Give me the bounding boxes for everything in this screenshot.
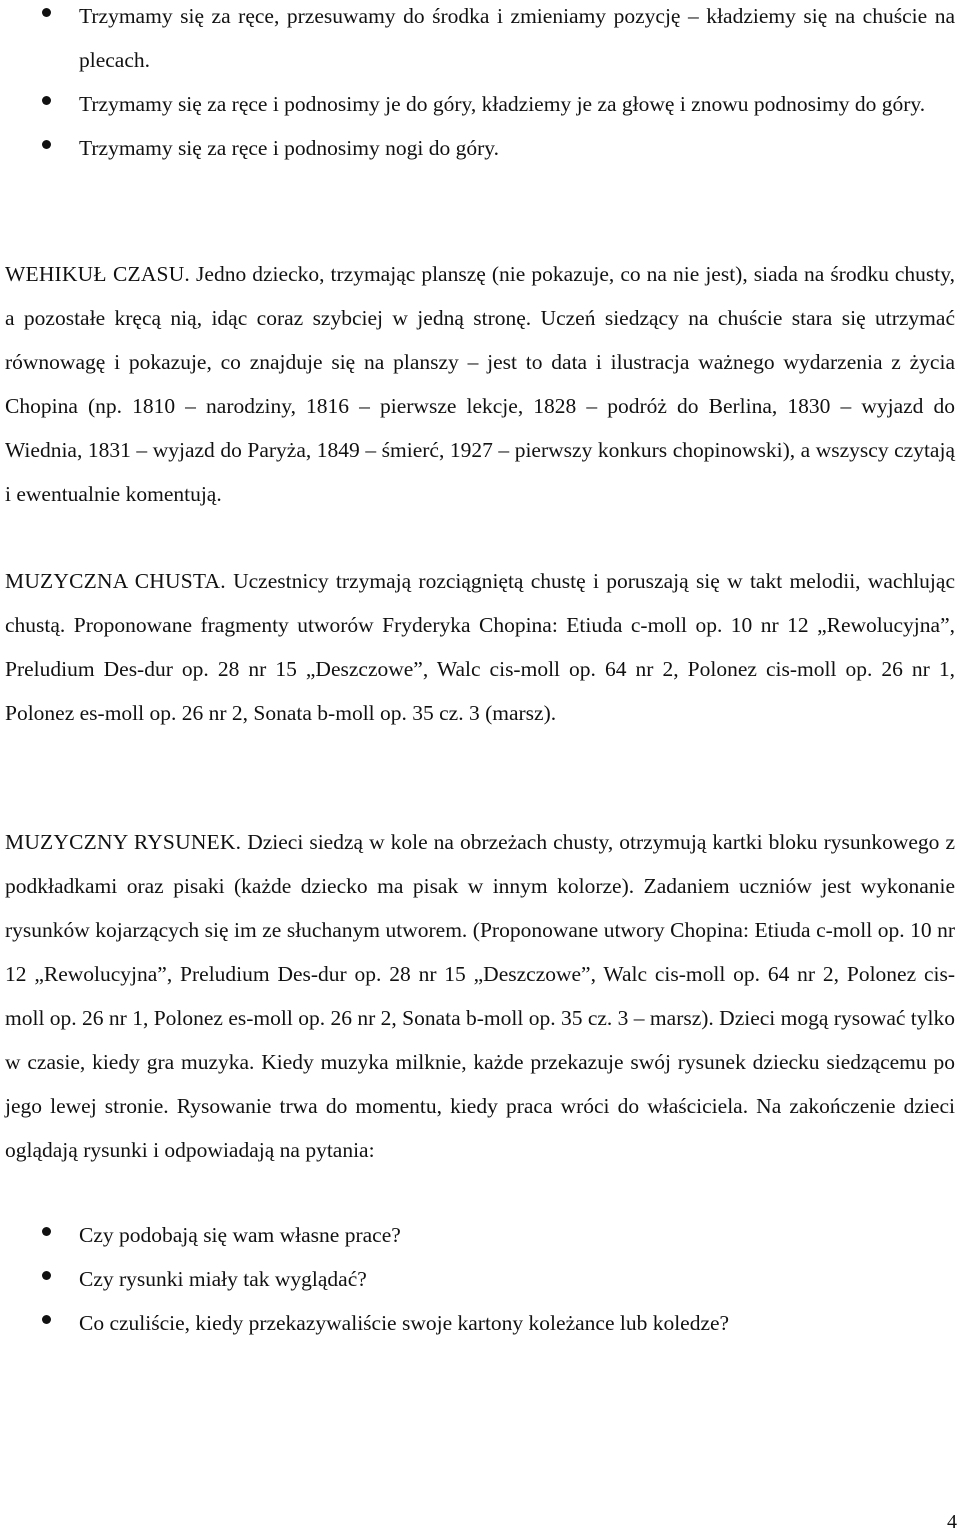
list-item: [5, 0, 955, 82]
list-item-text: Czy rysunki miały tak wyglądać?: [79, 1267, 367, 1291]
bullet-icon: [42, 96, 51, 105]
list-item: [5, 1213, 955, 1257]
top-bullet-list: [5, 0, 955, 170]
bullet-icon: [42, 140, 51, 149]
bullet-icon: [42, 8, 51, 17]
section-muzyczny-rysunek: [5, 820, 955, 1172]
section-wehikul-czasu: [5, 252, 955, 516]
list-item: [5, 1301, 955, 1345]
bullet-icon: [42, 1315, 51, 1324]
list-item-text: Trzymamy się za ręce i podnosimy je do góry, kładziemy je za głowę i znowu podnosimy do góry.: [79, 92, 926, 116]
section-heading: MUZYCZNA CHUSTA.: [5, 569, 226, 593]
list-item-text: Trzymamy się za ręce, przesuwamy do środka i zmieniamy pozycję – kładziemy się na chuście na plecach.: [79, 4, 955, 72]
section-muzyczna-chusta: [5, 559, 955, 735]
bullet-icon: [42, 1271, 51, 1280]
page-number: 4: [947, 1511, 957, 1533]
list-item-text: Co czuliście, kiedy przekazywaliście swoje kartony koleżance lub koledze?: [79, 1311, 730, 1335]
section-heading: MUZYCZNY RYSUNEK.: [5, 830, 242, 854]
list-item: [5, 126, 955, 170]
list-item-text: Czy podobają się wam własne prace?: [79, 1223, 401, 1247]
list-item: [5, 82, 955, 126]
section-text: Jedno dziecko, trzymając planszę (nie pokazuje, co na nie jest), siada na środku chusty, a pozostałe kręcą nią, idąc coraz szybciej w jedną stronę. Uczeń siedzący na chuście stara się utrzymać równowagę i pokazuje, co znajduje się na planszy – jest to data i ilustracja ważnego wydarzenia z życia Chopina (np. 1810 – narodziny, 1816 – pierwsze lekcje, 1828 – podróż do Berlina, 1830 – wyjazd do Wiednia, 1831 – wyjazd do Paryża, 1849 – śmierć, 1927 – pierwszy konkurs chopinowski), a wszyscy czytają i ewentualnie komentują.: [5, 262, 956, 506]
bullet-icon: [42, 1227, 51, 1236]
list-item: [5, 1257, 955, 1301]
section-text: Uczestnicy trzymają rozciągniętą chustę i poruszają się w takt melodii, wachlując chustą. Proponowane fragmenty utworów Fryderyka Chopina: Etiuda c-moll op. 10 nr 12 „Rewolucyjna”, Preludium Des-dur op. 28 nr 15 „Deszczowe”, Walc cis-moll op. 64 nr 2, Polonez cis-moll op. 26 nr 1, Polonez es-moll op. 26 nr 2, Sonata b-moll op. 35 cz. 3 (marsz).: [5, 569, 955, 725]
question-bullet-list: [5, 1213, 955, 1345]
section-heading: WEHIKUŁ CZASU.: [5, 262, 191, 286]
section-text: Dzieci siedzą w kole na obrzeżach chusty, otrzymują kartki bloku rysunkowego z podkładkami oraz pisaki (każde dziecko ma pisak w innym kolorze). Zadaniem uczniów jest wykonanie rysunków kojarzących się im ze słuchanym utworem. (Proponowane utwory Chopina: Etiuda c-moll op. 10 nr 12 „Rewolucyjna”, Preludium Des-dur op. 28 nr 15 „Deszczowe”, Walc cis-moll op. 64 nr 2, Polonez cis-moll op. 26 nr 1, Polonez es-moll op. 26 nr 2, Sonata b-moll op. 35 cz. 3 – marsz). Dzieci mogą rysować tylko w czasie, kiedy gra muzyka. Kiedy muzyka milknie, każde przekazuje swój rysunek dziecku siedzącemu po jego lewej stronie. Rysowanie trwa do momentu, kiedy praca wróci do właściciela. Na zakończenie dzieci oglądają rysunki i odpowiadają na pytania:: [5, 830, 955, 1162]
list-item-text: Trzymamy się za ręce i podnosimy nogi do góry.: [79, 136, 499, 160]
